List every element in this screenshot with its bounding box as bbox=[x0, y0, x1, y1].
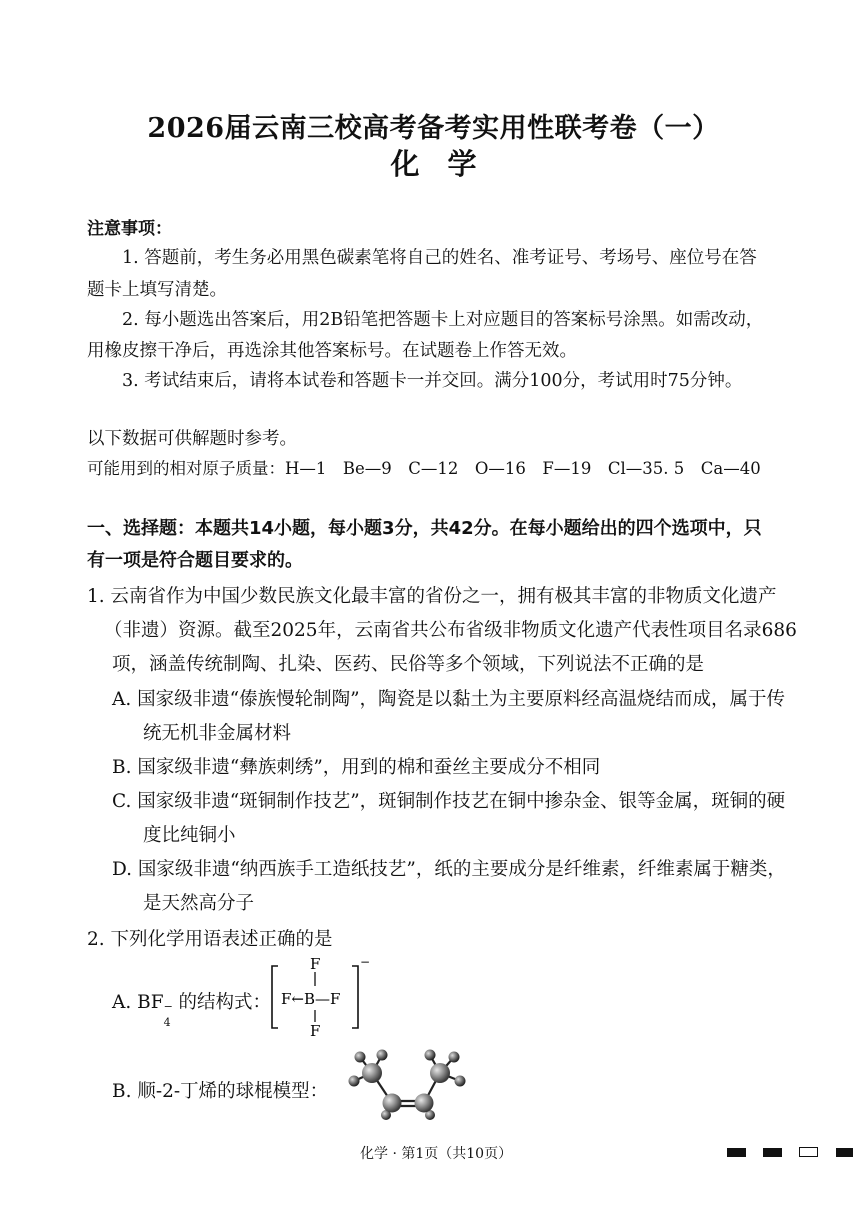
q1-option-c-cont: 度比纯铜小 bbox=[143, 825, 236, 846]
q2-option-a-suffix: 的结构式： bbox=[172, 992, 271, 1013]
q2-stem: 2. 下列化学用语表述正确的是 bbox=[87, 929, 333, 950]
subject-title: 化学 bbox=[390, 147, 505, 181]
atomic-mass-list: 可能用到的相对原子质量：H—1 Be—9 C—12 O—16 F—19 Cl—35. 5 Ca—40 bbox=[87, 459, 761, 478]
footer-mark-2 bbox=[763, 1148, 782, 1157]
q1-option-a: A. 国家级非遗“傣族慢轮制陶”，陶瓷是以黏土为主要原料经高温烧结而成，属于传 bbox=[112, 689, 786, 710]
q1-option-d: D. 国家级非遗“纳西族手工造纸技艺”，纸的主要成分是纤维素，纤维素属于糖类， bbox=[112, 859, 786, 880]
notice-item-2: 2. 每小题选出答案后，用2B铅笔把答题卡上对应题目的答案标号涂黑。如需改动， bbox=[122, 310, 764, 330]
q2-option-a-sup: − bbox=[163, 1000, 173, 1013]
structure-top-f: F bbox=[310, 955, 321, 973]
section-heading: 一、选择题：本题共14小题，每小题3分，共42分。在每小题给出的四个选项中，只 bbox=[87, 518, 762, 539]
q2-option-a-prefix: A. BF bbox=[112, 992, 164, 1013]
structure-charge: − bbox=[360, 955, 371, 969]
notice-item-1: 1. 答题前，考生务必用黑色碳素笔将自己的姓名、准考证号、考场号、座位号在答 bbox=[122, 248, 757, 268]
footer-mark-1 bbox=[727, 1148, 746, 1157]
q2-option-a-sub: 4 bbox=[163, 1016, 171, 1029]
footer-mark-4 bbox=[836, 1148, 853, 1157]
q1-stem-line1: 1. 云南省作为中国少数民族文化最丰富的省份之一，拥有极其丰富的非物质文化遗产 bbox=[87, 586, 777, 607]
q1-stem-line2: （非遗）资源。截至2025年，云南省共公布省级非物质文化遗产代表性项目名录686 bbox=[104, 620, 797, 641]
notice-heading: 注意事项： bbox=[87, 219, 172, 239]
notice-item-1-cont: 题卡上填写清楚。 bbox=[87, 280, 227, 300]
notice-item-2-cont: 用橡皮擦干净后，再选涂其他答案标号。在试题卷上作答无效。 bbox=[87, 341, 577, 361]
q1-option-b: B. 国家级非遗“彝族刺绣”，用到的棉和蚕丝主要成分不相同 bbox=[112, 757, 601, 778]
q1-option-d-cont: 是天然高分子 bbox=[143, 893, 255, 914]
bf4-structure-diagram bbox=[268, 952, 378, 1042]
q1-option-a-cont: 统无机非金属材料 bbox=[143, 723, 292, 744]
reference-intro: 以下数据可供解题时参考。 bbox=[87, 429, 297, 449]
cis-2-butene-model-image bbox=[340, 1045, 475, 1120]
q1-stem-line3: 项，涵盖传统制陶、扎染、医药、民俗等多个领域，下列说法不正确的是 bbox=[112, 654, 705, 675]
q2-option-a bbox=[112, 988, 271, 1029]
structure-bottom-f: F bbox=[310, 1022, 321, 1040]
exam-title: 2026届云南三校高考备考实用性联考卷（一） bbox=[147, 113, 720, 144]
q2-option-b: B. 顺-2-丁烯的球棍模型： bbox=[112, 1081, 329, 1102]
notice-item-3: 3. 考试结束后，请将本试卷和答题卡一并交回。满分100分，考试用时75分钟。 bbox=[122, 371, 743, 391]
section-heading-cont: 有一项是符合题目要求的。 bbox=[87, 550, 303, 571]
page-footer: 化学 · 第1页（共10页） bbox=[360, 1146, 513, 1162]
footer-mark-3 bbox=[799, 1147, 818, 1157]
structure-middle: F←B—F bbox=[281, 990, 341, 1008]
q1-option-c: C. 国家级非遗“斑铜制作技艺”，斑铜制作技艺在铜中掺杂金、银等金属，斑铜的硬 bbox=[112, 791, 786, 812]
